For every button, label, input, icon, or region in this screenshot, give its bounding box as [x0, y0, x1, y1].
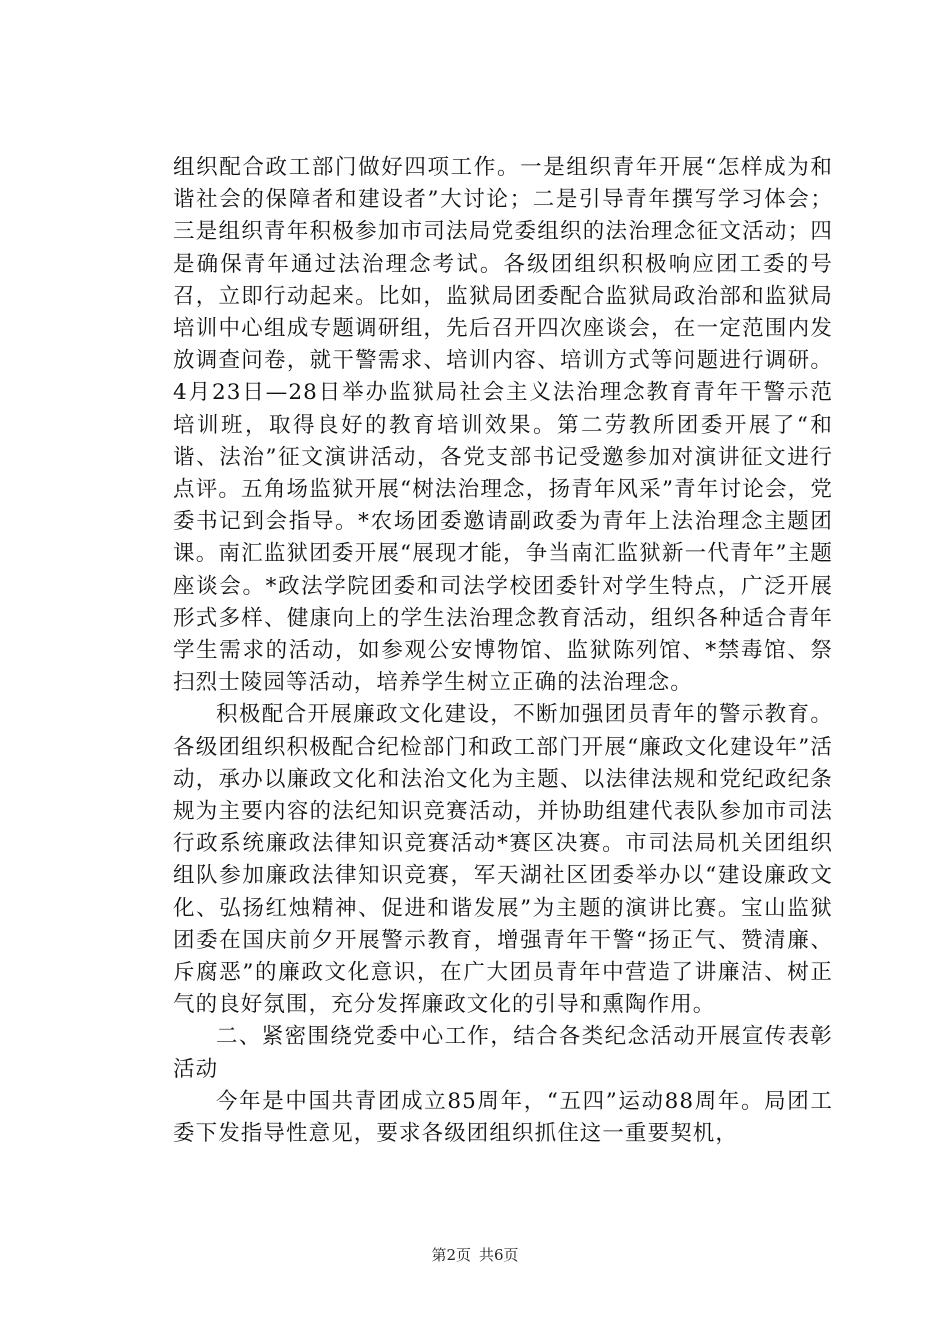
paragraph-3: 今年是中国共青团成立85周年，“五四”运动88周年。局团工委下发指导性意见，要求各级团组织抓住这一重要契机， [173, 1088, 833, 1147]
page-footer [0, 1244, 950, 1265]
page-total: 共6页 [479, 1246, 519, 1264]
page-number: 第2页 [431, 1246, 471, 1264]
paragraph-1: 组织配合政工部门做好四项工作。一是组织青年开展“怎样成为和谐社会的保障者和建设者”大讨论；二是引导青年撰写学习体会；三是组织青年积极参加市司法局党委组织的法治理念征文活动；四是确保青年通过法治理念考试。各级团组织积极响应团工委的号召，立即行动起来。比如，监狱局团委配合监狱局政治部和监狱局培训中心组成专题调研组，先后召开四次座谈会，在一定范围内发放调查问卷，就干警需求、培训内容、培训方式等问题进行调研。4月23日—28日举办监狱局社会主义法治理念教育青年干警示范培训班，取得良好的教育培训效果。第二劳教所团委开展了“和谐、法治”征文演讲活动，各党支部书记受邀参加对演讲征文进行点评。五角场监狱开展“树法治理念，扬青年风采”青年讨论会，党委书记到会指导。*农场团委邀请副政委为青年上法治理念主题团课。南汇监狱团委开展“展现才能，争当南汇监狱新一代青年”主题座谈会。*政法学院团委和司法学校团委针对学生特点，广泛开展形式多样、健康向上的学生法治理念教育活动，组织各种适合青年学生需求的活动，如参观公安博物馆、监狱陈列馆、*禁毒馆、祭扫烈士陵园等活动，培养学生树立正确的法治理念。 [173, 155, 833, 696]
section-heading: 二、紧密围绕党委中心工作，结合各类纪念活动开展宣传表彰活动 [173, 1024, 833, 1082]
paragraph-2: 积极配合开展廉政文化建设，不断加强团员青年的警示教育。各级团组织积极配合纪检部门和政工部门开展“廉政文化建设年”活动，承办以廉政文化和法治文化为主题、以法律法规和党纪政纪条规为主要内容的法纪知识竞赛活动，并协助组建代表队参加市司法行政系统廉政法律知识竞赛活动*赛区决赛。市司法局机关团组织组队参加廉政法律知识竞赛，军天湖社区团委举办以“建设廉政文化、弘扬红烛精神、促进和谐发展”为主题的演讲比赛。宝山监狱团委在国庆前夕开展警示教育，增强青年干警“扬正气、赞清廉、斥腐恶”的廉政文化意识，在广大团员青年中营造了讲廉洁、树正气的良好氛围，充分发挥廉政文化的引导和熏陶作用。 [173, 702, 833, 1018]
document-body [173, 152, 833, 1150]
